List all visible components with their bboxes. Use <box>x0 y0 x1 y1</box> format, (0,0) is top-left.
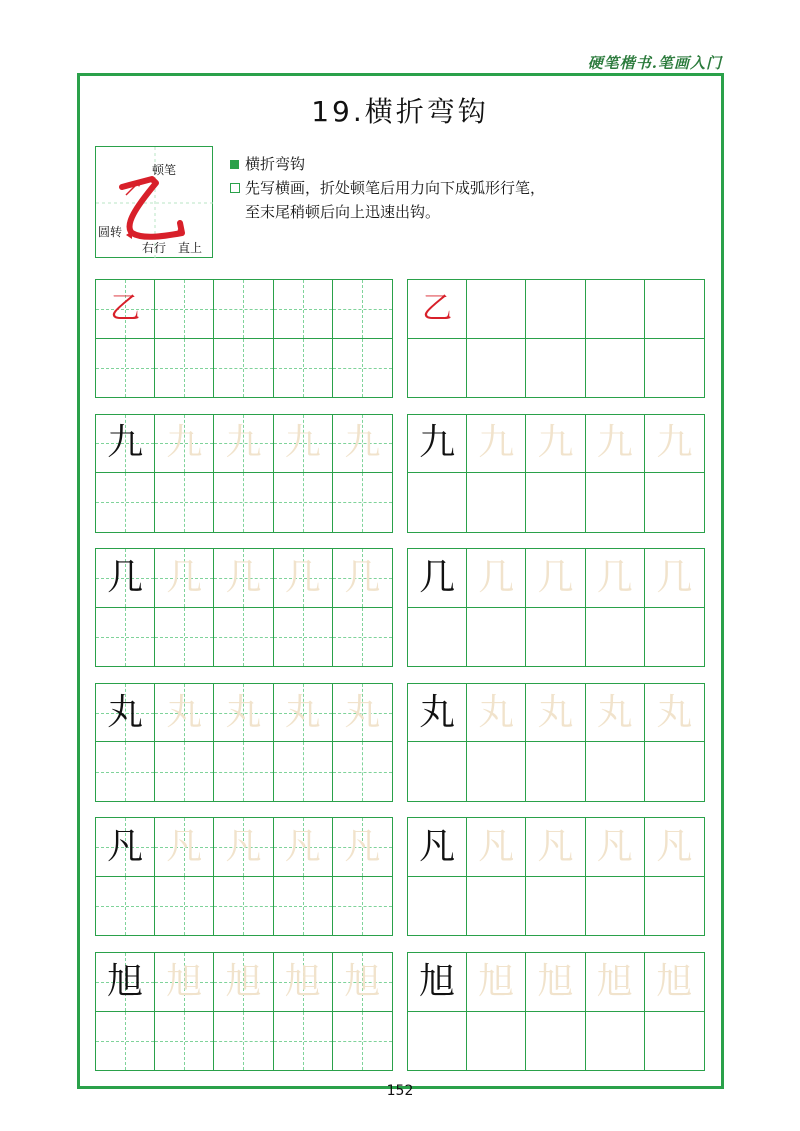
trace-character: 几 <box>478 556 515 598</box>
writing-cell[interactable] <box>645 415 704 474</box>
writing-cell[interactable] <box>408 549 467 608</box>
hollow-square-bullet-icon <box>230 183 240 193</box>
trace-character: 九 <box>166 422 203 464</box>
writing-cell[interactable] <box>96 742 155 801</box>
writing-cell[interactable] <box>586 1012 645 1071</box>
writing-cell[interactable] <box>333 953 392 1012</box>
practice-block-right <box>407 817 705 936</box>
trace-character: 九 <box>537 422 574 464</box>
practice-block-left <box>95 817 393 936</box>
model-character: 凡 <box>419 826 456 868</box>
writing-cell[interactable] <box>214 742 273 801</box>
writing-cell[interactable] <box>467 1012 526 1071</box>
writing-cell[interactable] <box>274 818 333 877</box>
writing-cell[interactable] <box>586 339 645 398</box>
trace-character: 丸 <box>478 691 515 733</box>
writing-cell[interactable] <box>214 818 273 877</box>
writing-cell[interactable] <box>586 280 645 339</box>
trace-character: 旭 <box>656 960 693 1002</box>
practice-block-left <box>95 683 393 802</box>
writing-cell[interactable] <box>526 877 585 936</box>
trace-character: 九 <box>225 422 262 464</box>
writing-cell[interactable] <box>408 280 467 339</box>
page-number: 152 <box>386 1083 414 1099</box>
writing-cell[interactable] <box>586 818 645 877</box>
writing-cell[interactable] <box>214 684 273 743</box>
writing-cell[interactable] <box>586 473 645 532</box>
writing-cell[interactable] <box>645 339 704 398</box>
writing-cell[interactable] <box>586 608 645 667</box>
writing-cell[interactable] <box>467 473 526 532</box>
trace-character: 丸 <box>225 691 262 733</box>
writing-cell[interactable] <box>645 818 704 877</box>
practice-block-right <box>407 548 705 667</box>
writing-cell[interactable] <box>214 415 273 474</box>
writing-cell[interactable] <box>586 877 645 936</box>
writing-cell[interactable] <box>408 608 467 667</box>
writing-cell[interactable] <box>645 877 704 936</box>
trace-character: 丸 <box>656 691 693 733</box>
writing-cell[interactable] <box>96 549 155 608</box>
demo-label-pause: 顿笔 <box>152 163 177 177</box>
writing-cell[interactable] <box>155 549 214 608</box>
writing-cell[interactable] <box>155 818 214 877</box>
demo-label-straight-up: 直上 <box>178 241 203 255</box>
trace-character: 几 <box>656 556 693 598</box>
writing-cell[interactable] <box>645 953 704 1012</box>
trace-character: 旭 <box>478 960 515 1002</box>
writing-cell[interactable] <box>526 473 585 532</box>
writing-cell[interactable] <box>408 1012 467 1071</box>
writing-cell[interactable] <box>214 473 273 532</box>
writing-cell[interactable] <box>155 608 214 667</box>
writing-cell[interactable] <box>274 877 333 936</box>
writing-cell[interactable] <box>333 818 392 877</box>
practice-block-right <box>407 952 705 1071</box>
writing-cell[interactable] <box>408 953 467 1012</box>
writing-cell[interactable] <box>467 280 526 339</box>
writing-cell[interactable] <box>214 339 273 398</box>
practice-block-left <box>95 548 393 667</box>
writing-cell[interactable] <box>96 339 155 398</box>
trace-character: 几 <box>166 556 203 598</box>
model-character: 乙 <box>110 290 141 326</box>
writing-cell[interactable] <box>333 280 392 339</box>
writing-cell[interactable] <box>526 742 585 801</box>
writing-cell[interactable] <box>408 473 467 532</box>
writing-cell[interactable] <box>155 953 214 1012</box>
trace-character: 旭 <box>596 960 633 1002</box>
trace-character: 几 <box>344 556 381 598</box>
writing-cell[interactable] <box>467 549 526 608</box>
practice-block-right <box>407 279 705 398</box>
writing-cell[interactable] <box>645 280 704 339</box>
writing-cell[interactable] <box>274 608 333 667</box>
writing-cell[interactable] <box>155 339 214 398</box>
trace-character: 凡 <box>596 826 633 868</box>
writing-cell[interactable] <box>155 877 214 936</box>
writing-cell[interactable] <box>645 684 704 743</box>
writing-cell[interactable] <box>274 280 333 339</box>
trace-character: 丸 <box>596 691 633 733</box>
lesson-title: 19.横折弯钩 <box>311 95 489 128</box>
writing-cell[interactable] <box>467 953 526 1012</box>
writing-cell[interactable] <box>645 742 704 801</box>
trace-character: 九 <box>596 422 633 464</box>
description-line-1-row <box>230 176 545 200</box>
writing-cell[interactable] <box>96 608 155 667</box>
writing-cell[interactable] <box>214 608 273 667</box>
writing-cell[interactable] <box>333 608 392 667</box>
model-character: 丸 <box>107 691 144 733</box>
writing-cell[interactable] <box>333 742 392 801</box>
writing-cell[interactable] <box>408 818 467 877</box>
practice-block-right <box>407 683 705 802</box>
writing-cell[interactable] <box>333 877 392 936</box>
writing-cell[interactable] <box>408 877 467 936</box>
writing-cell[interactable] <box>333 684 392 743</box>
writing-cell[interactable] <box>526 280 585 339</box>
writing-cell[interactable] <box>214 877 273 936</box>
practice-block-left <box>95 279 393 398</box>
writing-cell[interactable] <box>586 549 645 608</box>
trace-character: 丸 <box>166 691 203 733</box>
writing-cell[interactable] <box>408 684 467 743</box>
writing-cell[interactable] <box>526 549 585 608</box>
description-line-1: 先写横画，折处顿笔后用力向下成弧形行笔， <box>245 179 546 197</box>
writing-cell[interactable] <box>274 1012 333 1071</box>
writing-cell[interactable] <box>645 473 704 532</box>
stroke-description <box>230 152 545 224</box>
practice-block-right <box>407 414 705 533</box>
writing-cell[interactable] <box>645 549 704 608</box>
trace-character: 凡 <box>344 826 381 868</box>
model-character: 旭 <box>419 960 456 1002</box>
writing-cell[interactable] <box>526 684 585 743</box>
writing-cell[interactable] <box>526 1012 585 1071</box>
writing-cell[interactable] <box>467 608 526 667</box>
trace-character: 旭 <box>284 960 321 1002</box>
description-heading-row <box>230 152 545 176</box>
writing-cell[interactable] <box>274 415 333 474</box>
trace-character: 丸 <box>537 691 574 733</box>
writing-cell[interactable] <box>586 684 645 743</box>
writing-cell[interactable] <box>214 1012 273 1071</box>
trace-character: 九 <box>478 422 515 464</box>
trace-character: 旭 <box>225 960 262 1002</box>
stroke-demo-box <box>95 146 213 258</box>
writing-cell[interactable] <box>96 953 155 1012</box>
model-character: 九 <box>419 422 456 464</box>
writing-cell[interactable] <box>408 415 467 474</box>
writing-cell[interactable] <box>155 473 214 532</box>
writing-cell[interactable] <box>274 684 333 743</box>
writing-cell[interactable] <box>96 280 155 339</box>
trace-character: 丸 <box>344 691 381 733</box>
writing-cell[interactable] <box>96 818 155 877</box>
writing-cell[interactable] <box>96 1012 155 1071</box>
writing-cell[interactable] <box>467 742 526 801</box>
writing-cell[interactable] <box>408 339 467 398</box>
demo-label-right-move: 右行 <box>142 241 167 255</box>
writing-cell[interactable] <box>586 953 645 1012</box>
writing-cell[interactable] <box>96 877 155 936</box>
trace-character: 旭 <box>166 960 203 1002</box>
writing-cell[interactable] <box>526 953 585 1012</box>
writing-cell[interactable] <box>467 818 526 877</box>
trace-character: 九 <box>284 422 321 464</box>
writing-cell[interactable] <box>155 280 214 339</box>
writing-cell[interactable] <box>467 877 526 936</box>
demo-label-round-turn: 圆转 <box>98 225 123 239</box>
model-character: 乙 <box>422 290 453 326</box>
filled-square-bullet-icon <box>230 160 239 169</box>
description-line-2-row <box>230 200 545 224</box>
writing-cell[interactable] <box>274 473 333 532</box>
writing-cell[interactable] <box>408 742 467 801</box>
trace-character: 九 <box>656 422 693 464</box>
model-character: 丸 <box>419 691 456 733</box>
writing-cell[interactable] <box>526 608 585 667</box>
trace-character: 凡 <box>478 826 515 868</box>
practice-block-left <box>95 952 393 1071</box>
practice-block-left <box>95 414 393 533</box>
writing-cell[interactable] <box>214 549 273 608</box>
writing-cell[interactable] <box>333 473 392 532</box>
writing-cell[interactable] <box>467 684 526 743</box>
writing-cell[interactable] <box>274 742 333 801</box>
writing-cell[interactable] <box>274 339 333 398</box>
writing-cell[interactable] <box>155 1012 214 1071</box>
trace-character: 凡 <box>656 826 693 868</box>
trace-character: 几 <box>596 556 633 598</box>
writing-cell[interactable] <box>333 1012 392 1071</box>
trace-character: 凡 <box>537 826 574 868</box>
trace-character: 九 <box>344 422 381 464</box>
trace-character: 丸 <box>284 691 321 733</box>
writing-cell[interactable] <box>155 742 214 801</box>
model-character: 九 <box>107 422 144 464</box>
writing-cell[interactable] <box>155 684 214 743</box>
writing-cell[interactable] <box>645 1012 704 1071</box>
stroke-demo-path <box>122 179 182 237</box>
writing-cell[interactable] <box>274 953 333 1012</box>
writing-cell[interactable] <box>274 549 333 608</box>
trace-character: 凡 <box>284 826 321 868</box>
writing-cell[interactable] <box>214 280 273 339</box>
series-title: 硬笔楷书.笔画入门 <box>587 54 722 72</box>
writing-cell[interactable] <box>333 415 392 474</box>
trace-character: 凡 <box>225 826 262 868</box>
description-heading: 横折弯钩 <box>245 155 306 173</box>
writing-cell[interactable] <box>467 339 526 398</box>
writing-cell[interactable] <box>333 339 392 398</box>
trace-character: 旭 <box>537 960 574 1002</box>
writing-cell[interactable] <box>96 473 155 532</box>
trace-character: 几 <box>537 556 574 598</box>
trace-character: 凡 <box>166 826 203 868</box>
writing-cell[interactable] <box>333 549 392 608</box>
writing-cell[interactable] <box>526 415 585 474</box>
model-character: 旭 <box>107 960 144 1002</box>
writing-cell[interactable] <box>526 339 585 398</box>
writing-cell[interactable] <box>645 608 704 667</box>
writing-cell[interactable] <box>526 818 585 877</box>
writing-cell[interactable] <box>467 415 526 474</box>
trace-character: 旭 <box>344 960 381 1002</box>
model-character: 几 <box>419 556 456 598</box>
writing-cell[interactable] <box>96 415 155 474</box>
writing-cell[interactable] <box>586 742 645 801</box>
model-character: 几 <box>107 556 144 598</box>
writing-cell[interactable] <box>96 684 155 743</box>
writing-cell[interactable] <box>214 953 273 1012</box>
trace-character: 几 <box>284 556 321 598</box>
model-character: 凡 <box>107 826 144 868</box>
writing-cell[interactable] <box>155 415 214 474</box>
writing-cell[interactable] <box>586 415 645 474</box>
trace-character: 几 <box>225 556 262 598</box>
description-line-2: 至末尾稍顿后向上迅速出钩。 <box>245 203 441 221</box>
